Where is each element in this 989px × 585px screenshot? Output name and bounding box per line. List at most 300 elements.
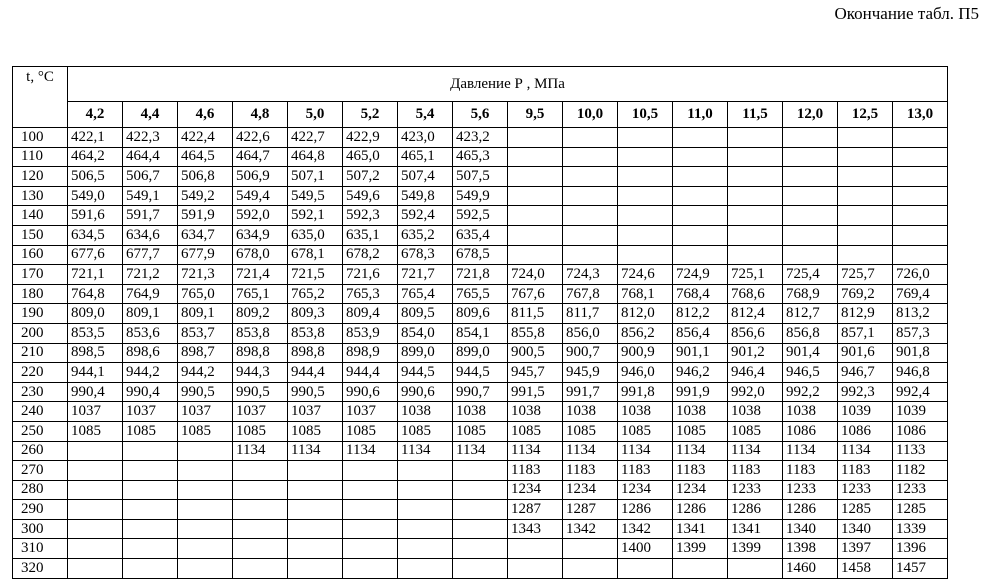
value-cell — [838, 225, 893, 245]
value-cell — [783, 128, 838, 148]
value-cell: 1183 — [618, 461, 673, 481]
table-row — [13, 304, 948, 324]
temperature-cell: 310 — [13, 539, 68, 559]
value-cell: 900,5 — [508, 343, 563, 363]
value-cell — [68, 519, 123, 539]
value-cell: 1233 — [838, 480, 893, 500]
value-cell: 809,3 — [288, 304, 343, 324]
value-cell: 1134 — [508, 441, 563, 461]
value-cell: 464,4 — [123, 147, 178, 167]
value-cell: 506,9 — [233, 167, 288, 187]
temperature-cell: 190 — [13, 304, 68, 324]
table-row — [13, 539, 948, 559]
value-cell: 990,6 — [343, 382, 398, 402]
value-cell: 423,2 — [453, 128, 508, 148]
value-cell — [563, 128, 618, 148]
value-cell — [123, 519, 178, 539]
value-cell: 721,5 — [288, 265, 343, 285]
table-row — [13, 206, 948, 226]
value-cell — [508, 245, 563, 265]
temperature-cell: 290 — [13, 500, 68, 520]
value-cell: 855,8 — [508, 323, 563, 343]
value-cell: 507,2 — [343, 167, 398, 187]
temperature-cell: 110 — [13, 147, 68, 167]
value-cell — [893, 245, 948, 265]
pressure-header-cell: 10,0 — [563, 102, 618, 128]
value-cell — [508, 539, 563, 559]
value-cell: 591,7 — [123, 206, 178, 226]
value-cell: 677,6 — [68, 245, 123, 265]
value-cell: 422,6 — [233, 128, 288, 148]
pressure-header-cell: 13,0 — [893, 102, 948, 128]
value-cell: 898,8 — [288, 343, 343, 363]
value-cell: 898,8 — [233, 343, 288, 363]
value-cell — [453, 480, 508, 500]
value-cell: 768,6 — [728, 284, 783, 304]
value-cell: 726,0 — [893, 265, 948, 285]
value-cell: 856,4 — [673, 323, 728, 343]
value-cell — [618, 128, 673, 148]
value-cell: 768,4 — [673, 284, 728, 304]
value-cell: 856,0 — [563, 323, 618, 343]
value-cell: 811,5 — [508, 304, 563, 324]
value-cell: 857,3 — [893, 323, 948, 343]
value-cell: 724,3 — [563, 265, 618, 285]
value-cell — [618, 147, 673, 167]
value-cell — [288, 539, 343, 559]
value-cell: 991,7 — [563, 382, 618, 402]
value-cell: 1085 — [68, 421, 123, 441]
value-cell: 812,2 — [673, 304, 728, 324]
value-cell — [673, 186, 728, 206]
value-cell: 812,4 — [728, 304, 783, 324]
value-cell: 1133 — [893, 441, 948, 461]
value-cell — [508, 225, 563, 245]
value-cell: 423,0 — [398, 128, 453, 148]
value-cell: 635,0 — [288, 225, 343, 245]
value-cell: 1037 — [288, 402, 343, 422]
value-cell: 725,4 — [783, 265, 838, 285]
value-cell — [343, 519, 398, 539]
temperature-cell: 180 — [13, 284, 68, 304]
value-cell — [343, 559, 398, 579]
value-cell: 767,8 — [563, 284, 618, 304]
value-cell: 678,3 — [398, 245, 453, 265]
value-cell: 853,7 — [178, 323, 233, 343]
value-cell — [563, 559, 618, 579]
value-cell: 1233 — [728, 480, 783, 500]
value-cell — [563, 245, 618, 265]
temperature-cell: 120 — [13, 167, 68, 187]
value-cell — [838, 167, 893, 187]
value-cell: 1085 — [343, 421, 398, 441]
value-cell: 1086 — [838, 421, 893, 441]
value-cell — [728, 167, 783, 187]
temperature-cell: 240 — [13, 402, 68, 422]
value-cell: 854,1 — [453, 323, 508, 343]
value-cell — [893, 206, 948, 226]
value-cell: 1134 — [233, 441, 288, 461]
value-cell: 944,2 — [123, 363, 178, 383]
temperature-column-header: t, °C — [13, 67, 68, 128]
temperature-cell: 320 — [13, 559, 68, 579]
value-cell — [233, 500, 288, 520]
value-cell: 853,5 — [68, 323, 123, 343]
value-cell: 1038 — [673, 402, 728, 422]
value-cell — [728, 245, 783, 265]
value-cell: 1134 — [783, 441, 838, 461]
value-cell: 549,9 — [453, 186, 508, 206]
value-cell: 1339 — [893, 519, 948, 539]
table-body — [13, 128, 948, 579]
value-cell — [178, 461, 233, 481]
value-cell: 1038 — [728, 402, 783, 422]
value-cell: 764,8 — [68, 284, 123, 304]
value-cell: 856,8 — [783, 323, 838, 343]
temperature-cell: 200 — [13, 323, 68, 343]
value-cell: 991,9 — [673, 382, 728, 402]
value-cell — [728, 559, 783, 579]
value-cell — [618, 186, 673, 206]
value-cell: 1134 — [343, 441, 398, 461]
value-cell: 1399 — [728, 539, 783, 559]
value-cell — [838, 206, 893, 226]
value-cell: 853,8 — [233, 323, 288, 343]
temperature-cell: 210 — [13, 343, 68, 363]
value-cell: 944,1 — [68, 363, 123, 383]
value-cell: 1399 — [673, 539, 728, 559]
pressure-header-cell: 4,4 — [123, 102, 178, 128]
value-cell: 813,2 — [893, 304, 948, 324]
value-cell: 464,7 — [233, 147, 288, 167]
value-cell — [673, 147, 728, 167]
value-cell: 944,2 — [178, 363, 233, 383]
value-cell — [398, 539, 453, 559]
value-cell — [68, 480, 123, 500]
value-cell — [838, 147, 893, 167]
value-cell: 1341 — [673, 519, 728, 539]
value-cell — [673, 559, 728, 579]
table-row — [13, 265, 948, 285]
value-cell: 1085 — [673, 421, 728, 441]
value-cell: 854,0 — [398, 323, 453, 343]
value-cell — [618, 245, 673, 265]
temperature-cell: 130 — [13, 186, 68, 206]
value-cell: 1085 — [233, 421, 288, 441]
value-cell — [838, 128, 893, 148]
value-cell: 591,6 — [68, 206, 123, 226]
value-cell — [288, 500, 343, 520]
pressure-header-cell: 11,0 — [673, 102, 728, 128]
value-cell — [563, 186, 618, 206]
value-cell — [783, 245, 838, 265]
value-cell: 765,2 — [288, 284, 343, 304]
value-cell: 1342 — [563, 519, 618, 539]
table-row — [13, 245, 948, 265]
value-cell: 677,7 — [123, 245, 178, 265]
table-row — [13, 225, 948, 245]
value-cell: 592,1 — [288, 206, 343, 226]
value-cell: 1234 — [618, 480, 673, 500]
value-cell — [233, 519, 288, 539]
value-cell: 549,8 — [398, 186, 453, 206]
value-cell: 811,7 — [563, 304, 618, 324]
value-cell: 724,6 — [618, 265, 673, 285]
value-cell — [123, 441, 178, 461]
value-cell: 1037 — [178, 402, 233, 422]
temperature-cell: 160 — [13, 245, 68, 265]
value-cell: 945,9 — [563, 363, 618, 383]
value-cell: 901,2 — [728, 343, 783, 363]
value-cell: 853,6 — [123, 323, 178, 343]
value-cell — [453, 559, 508, 579]
value-cell: 634,7 — [178, 225, 233, 245]
value-cell: 1286 — [618, 500, 673, 520]
value-cell — [673, 206, 728, 226]
value-cell: 1038 — [453, 402, 508, 422]
value-cell: 765,1 — [233, 284, 288, 304]
temperature-cell: 250 — [13, 421, 68, 441]
value-cell: 898,6 — [123, 343, 178, 363]
value-cell: 765,3 — [343, 284, 398, 304]
value-cell: 812,0 — [618, 304, 673, 324]
value-cell — [68, 559, 123, 579]
value-cell: 721,3 — [178, 265, 233, 285]
value-cell: 899,0 — [398, 343, 453, 363]
value-cell — [398, 519, 453, 539]
pressure-header-cell: 4,2 — [68, 102, 123, 128]
value-cell: 946,5 — [783, 363, 838, 383]
value-cell: 1287 — [563, 500, 618, 520]
value-cell: 677,9 — [178, 245, 233, 265]
value-cell: 1037 — [123, 402, 178, 422]
value-cell: 1341 — [728, 519, 783, 539]
value-cell — [838, 245, 893, 265]
table-row — [13, 480, 948, 500]
table-row — [13, 402, 948, 422]
value-cell: 1397 — [838, 539, 893, 559]
value-cell: 1038 — [563, 402, 618, 422]
value-cell: 1134 — [288, 441, 343, 461]
value-cell: 634,6 — [123, 225, 178, 245]
value-cell — [343, 500, 398, 520]
value-cell: 1085 — [178, 421, 233, 441]
value-cell: 944,5 — [398, 363, 453, 383]
value-cell: 1458 — [838, 559, 893, 579]
value-cell: 1342 — [618, 519, 673, 539]
value-cell — [453, 519, 508, 539]
value-cell: 721,6 — [343, 265, 398, 285]
table-row — [13, 284, 948, 304]
value-cell — [673, 128, 728, 148]
value-cell: 1285 — [893, 500, 948, 520]
value-cell — [783, 225, 838, 245]
value-cell: 1286 — [673, 500, 728, 520]
enthalpy-table — [12, 66, 948, 579]
value-cell: 809,1 — [178, 304, 233, 324]
temperature-cell: 220 — [13, 363, 68, 383]
value-cell: 1039 — [838, 402, 893, 422]
value-cell: 809,2 — [233, 304, 288, 324]
pressure-header-cell: 11,5 — [728, 102, 783, 128]
pressure-values-row — [13, 102, 948, 128]
value-cell — [893, 147, 948, 167]
temperature-cell: 280 — [13, 480, 68, 500]
value-cell: 721,2 — [123, 265, 178, 285]
value-cell: 721,1 — [68, 265, 123, 285]
value-cell: 990,5 — [288, 382, 343, 402]
value-cell: 1039 — [893, 402, 948, 422]
value-cell: 992,0 — [728, 382, 783, 402]
value-cell — [508, 128, 563, 148]
value-cell: 1286 — [728, 500, 783, 520]
table-row — [13, 559, 948, 579]
table-row — [13, 128, 948, 148]
value-cell — [398, 500, 453, 520]
value-cell: 809,6 — [453, 304, 508, 324]
value-cell — [563, 225, 618, 245]
value-cell: 945,7 — [508, 363, 563, 383]
value-cell: 1085 — [288, 421, 343, 441]
value-cell: 944,4 — [343, 363, 398, 383]
value-cell: 944,4 — [288, 363, 343, 383]
value-cell: 725,7 — [838, 265, 893, 285]
pressure-header-cell: 5,0 — [288, 102, 343, 128]
value-cell: 721,4 — [233, 265, 288, 285]
value-cell: 635,1 — [343, 225, 398, 245]
pressure-header-cell: 5,2 — [343, 102, 398, 128]
value-cell: 809,5 — [398, 304, 453, 324]
value-cell — [673, 225, 728, 245]
value-cell: 465,0 — [343, 147, 398, 167]
pressure-header-cell: 9,5 — [508, 102, 563, 128]
pressure-header-cell: 10,5 — [618, 102, 673, 128]
value-cell — [508, 167, 563, 187]
value-cell: 990,7 — [453, 382, 508, 402]
table-row — [13, 441, 948, 461]
value-cell: 946,2 — [673, 363, 728, 383]
value-cell: 1396 — [893, 539, 948, 559]
value-cell: 1134 — [673, 441, 728, 461]
pressure-header-cell: 12,5 — [838, 102, 893, 128]
table-row — [13, 343, 948, 363]
value-cell: 591,9 — [178, 206, 233, 226]
pressure-header-cell: 5,4 — [398, 102, 453, 128]
value-cell — [893, 186, 948, 206]
table-row — [13, 147, 948, 167]
table-row — [13, 421, 948, 441]
value-cell: 1086 — [893, 421, 948, 441]
value-cell: 1134 — [453, 441, 508, 461]
value-cell: 992,2 — [783, 382, 838, 402]
value-cell: 422,3 — [123, 128, 178, 148]
value-cell — [343, 480, 398, 500]
table-row — [13, 382, 948, 402]
value-cell — [783, 186, 838, 206]
pressure-header-cell: 12,0 — [783, 102, 838, 128]
value-cell: 764,9 — [123, 284, 178, 304]
value-cell: 1400 — [618, 539, 673, 559]
value-cell: 809,1 — [123, 304, 178, 324]
value-cell: 506,8 — [178, 167, 233, 187]
value-cell — [673, 167, 728, 187]
value-cell — [508, 206, 563, 226]
value-cell: 1085 — [618, 421, 673, 441]
value-cell: 592,3 — [343, 206, 398, 226]
table-row — [13, 500, 948, 520]
temperature-cell: 150 — [13, 225, 68, 245]
value-cell — [343, 461, 398, 481]
value-cell: 678,5 — [453, 245, 508, 265]
value-cell: 635,4 — [453, 225, 508, 245]
value-cell: 725,1 — [728, 265, 783, 285]
value-cell: 1038 — [783, 402, 838, 422]
value-cell — [453, 461, 508, 481]
value-cell: 506,7 — [123, 167, 178, 187]
value-cell: 1085 — [453, 421, 508, 441]
value-cell: 946,8 — [893, 363, 948, 383]
value-cell: 1234 — [508, 480, 563, 500]
value-cell: 678,2 — [343, 245, 398, 265]
value-cell: 990,6 — [398, 382, 453, 402]
value-cell: 422,9 — [343, 128, 398, 148]
table-row — [13, 363, 948, 383]
value-cell — [178, 500, 233, 520]
value-cell — [508, 147, 563, 167]
value-cell — [178, 559, 233, 579]
value-cell: 898,9 — [343, 343, 398, 363]
value-cell — [728, 147, 783, 167]
value-cell: 422,1 — [68, 128, 123, 148]
value-cell: 1183 — [508, 461, 563, 481]
temperature-cell: 170 — [13, 265, 68, 285]
value-cell — [123, 539, 178, 559]
value-cell: 1037 — [68, 402, 123, 422]
value-cell: 1234 — [563, 480, 618, 500]
value-cell: 1398 — [783, 539, 838, 559]
value-cell — [123, 461, 178, 481]
value-cell: 549,1 — [123, 186, 178, 206]
value-cell — [288, 461, 343, 481]
temperature-cell: 230 — [13, 382, 68, 402]
value-cell: 635,2 — [398, 225, 453, 245]
value-cell: 769,2 — [838, 284, 893, 304]
value-cell: 1085 — [398, 421, 453, 441]
value-cell: 944,5 — [453, 363, 508, 383]
value-cell — [893, 225, 948, 245]
value-cell: 901,1 — [673, 343, 728, 363]
value-cell: 549,0 — [68, 186, 123, 206]
value-cell: 506,5 — [68, 167, 123, 187]
value-cell — [673, 245, 728, 265]
value-cell: 812,9 — [838, 304, 893, 324]
value-cell — [453, 500, 508, 520]
value-cell: 724,9 — [673, 265, 728, 285]
value-cell: 991,8 — [618, 382, 673, 402]
value-cell — [563, 167, 618, 187]
value-cell: 1233 — [893, 480, 948, 500]
value-cell: 549,4 — [233, 186, 288, 206]
value-cell: 901,6 — [838, 343, 893, 363]
value-cell: 853,9 — [343, 323, 398, 343]
value-cell: 1134 — [563, 441, 618, 461]
value-cell: 464,2 — [68, 147, 123, 167]
table-row — [13, 519, 948, 539]
value-cell: 1182 — [893, 461, 948, 481]
value-cell: 1134 — [728, 441, 783, 461]
value-cell: 1285 — [838, 500, 893, 520]
table-caption: Окончание табл. П5 — [834, 4, 979, 23]
